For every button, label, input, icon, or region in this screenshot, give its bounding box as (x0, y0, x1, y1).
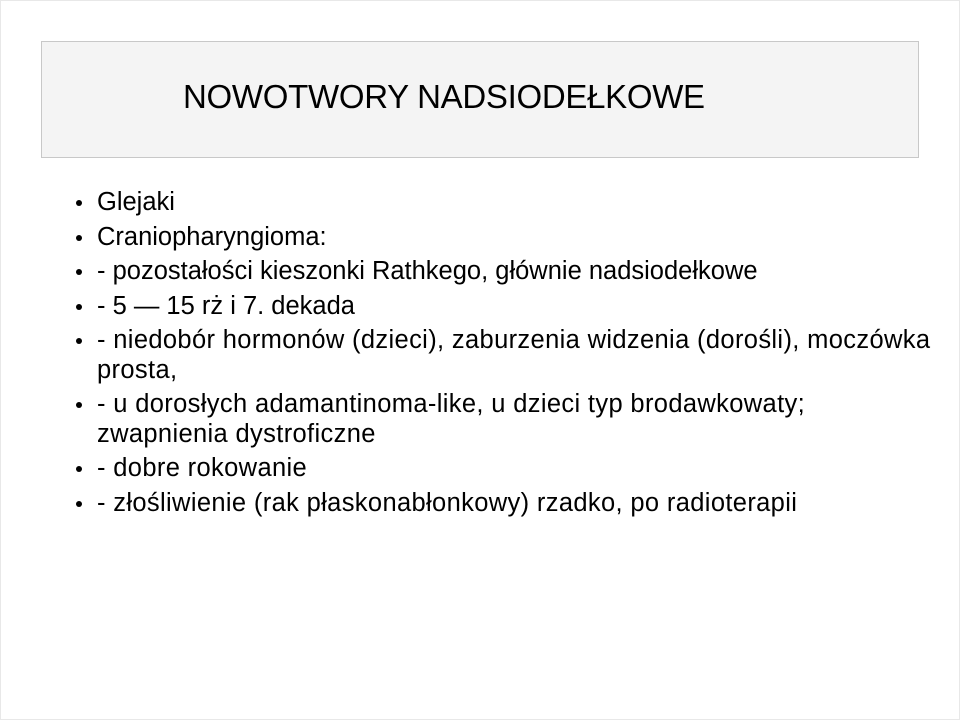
bullet-text: - pozostałości kieszonki Rathkego, głównie nadsiodełkowe (97, 257, 758, 285)
bullet-item (71, 257, 931, 287)
bullet-text: - złośliwienie (rak płaskonabłonkowy) rzadko, po radioterapii (97, 488, 798, 517)
bullet-item (71, 326, 931, 385)
bullet-text: Craniopharyngioma: (97, 222, 327, 251)
bullet-text: - 5 — 15 rż i 7. dekada (97, 291, 355, 320)
bullet-text: - u dorosłych adamantinoma-like, u dzieci typ brodawkowaty; zwapnienia dystroficzne (97, 390, 806, 448)
bullet-dot-icon (76, 338, 82, 344)
bullet-item (71, 390, 931, 449)
bullet-item (71, 454, 931, 484)
bullet-dot-icon (76, 466, 82, 472)
bullet-dot-icon (76, 235, 82, 241)
bullet-item (71, 489, 931, 519)
bullet-dot-icon (76, 200, 82, 206)
title-box (41, 41, 919, 158)
bullet-item (71, 223, 931, 253)
bullet-dot-icon (76, 501, 82, 507)
bullet-text: - niedobór hormonów (dzieci), zaburzenia widzenia (dorośli), moczówka prosta, (97, 326, 931, 384)
bullet-text: Glejaki (97, 188, 175, 216)
bullet-dot-icon (76, 269, 82, 275)
bullet-item (71, 292, 931, 322)
bullet-text: - dobre rokowanie (97, 454, 308, 482)
bullet-list (71, 188, 931, 523)
bullet-dot-icon (76, 402, 82, 408)
slide-title: NOWOTWORY NADSIODEŁKOWE (183, 78, 705, 115)
bullet-dot-icon (76, 304, 82, 310)
bullet-item (71, 188, 931, 218)
